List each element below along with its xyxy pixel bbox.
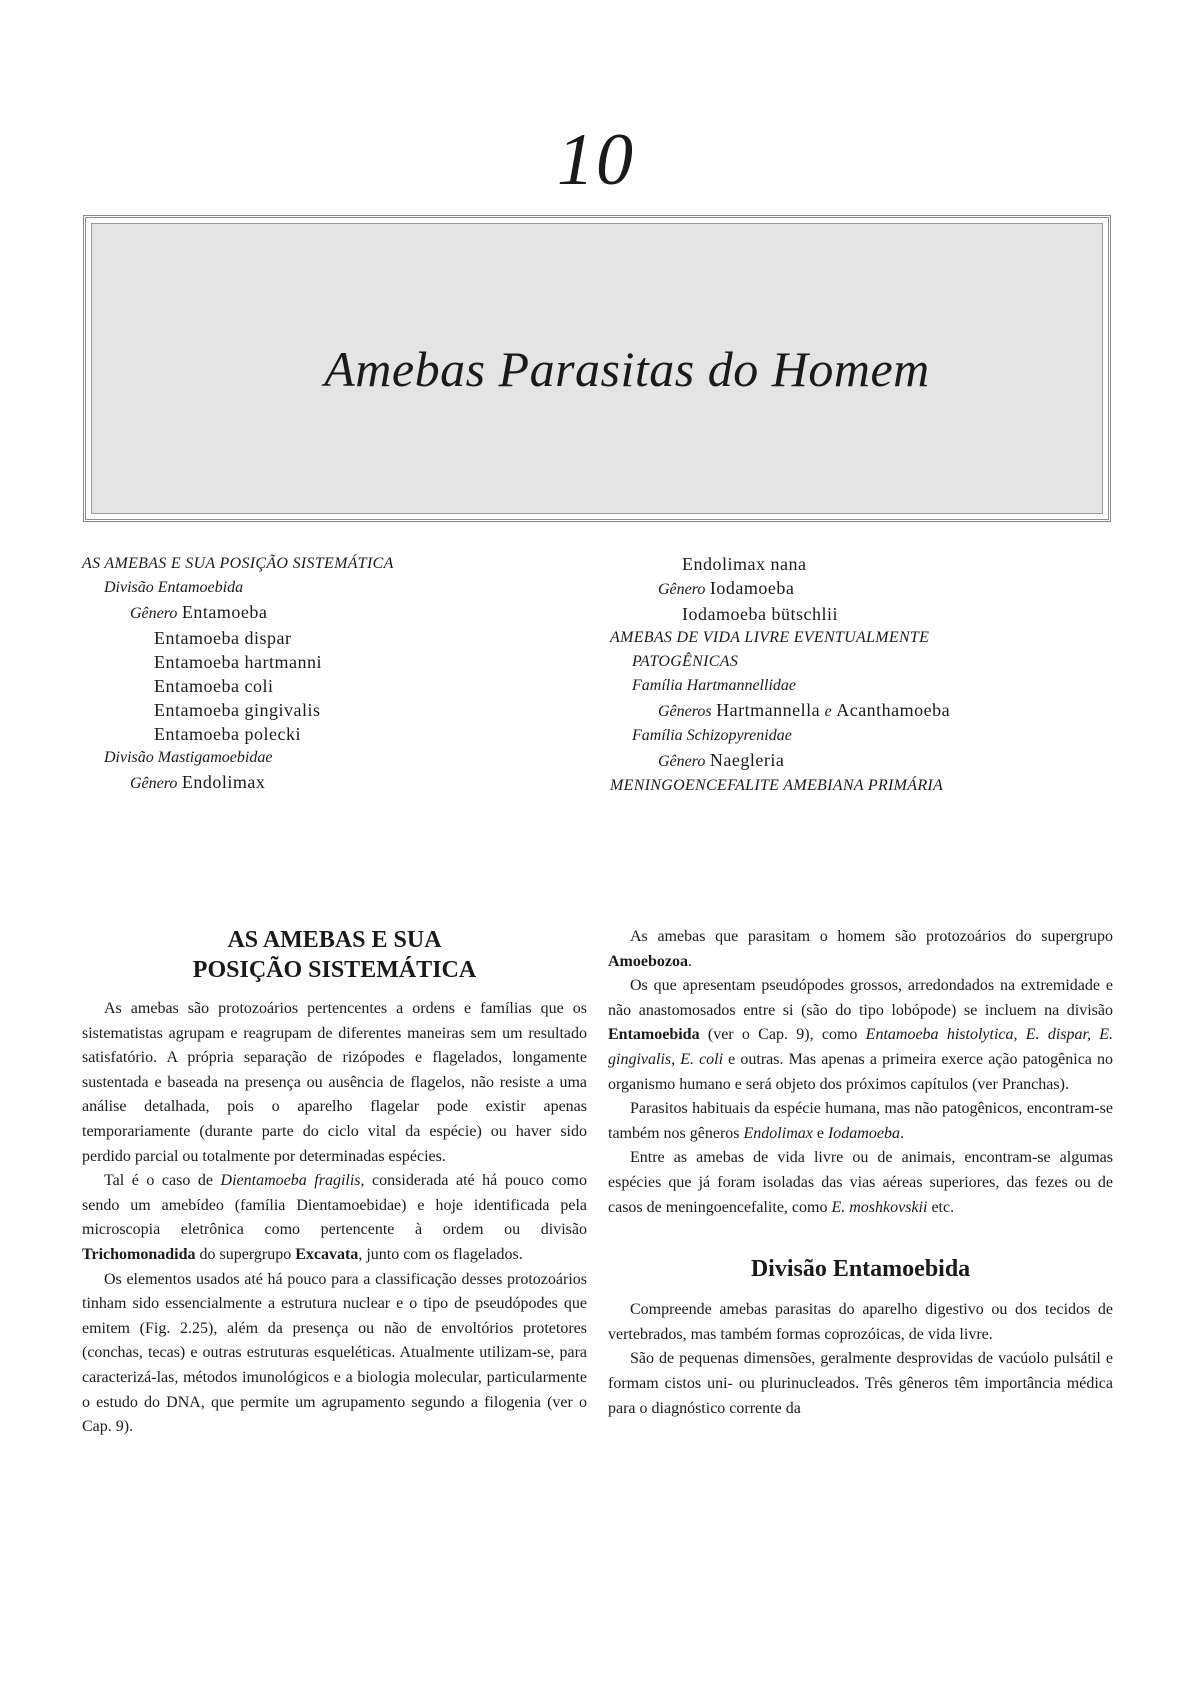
toc-item: Endolimax nana xyxy=(682,554,807,574)
chapter-title-box xyxy=(83,215,1111,522)
paragraph: Parasitos habituais da espécie humana, mas não patogênicos, encontram-se também nos gêneros Endolimax e Iodamoeba. xyxy=(608,1100,1113,1142)
toc-conj: e xyxy=(824,703,832,720)
toc-item: Divisão Mastigamoebidae xyxy=(104,749,273,766)
chapter-number: 10 xyxy=(557,119,635,201)
toc-item: Iodamoeba bütschlii xyxy=(682,604,838,624)
toc-prefix: Gênero xyxy=(130,605,178,622)
chapter-title: Amebas Parasitas do Homem xyxy=(324,340,930,397)
toc-item xyxy=(610,576,1140,602)
toc-item: Entamoeba polecki xyxy=(154,724,301,744)
taxon-name: Trichomonadida xyxy=(82,1245,196,1263)
toc-item: MENINGOENCEFALITE AMEBIANA PRIMÁRIA xyxy=(610,777,944,794)
toc-item: PATOGÊNICAS xyxy=(632,653,739,670)
toc-prefix: Gêneros xyxy=(658,703,712,720)
toc-item: AS AMEBAS E SUA POSIÇÃO SISTEMÁTICA xyxy=(82,555,394,572)
toc-label: Naegleria xyxy=(709,750,785,770)
toc-right-column xyxy=(610,552,1140,798)
toc-item: AMEBAS DE VIDA LIVRE EVENTUALMENTE xyxy=(610,629,930,646)
paragraph: As amebas que parasitam o homem são protozoários do supergrupo Amoebozoa. xyxy=(608,928,1113,970)
body-right-column xyxy=(608,925,1113,1421)
toc-item: Entamoeba gingivalis xyxy=(154,700,321,720)
toc-prefix: Gênero xyxy=(130,775,178,792)
toc-item xyxy=(82,600,552,626)
toc-prefix: Gênero xyxy=(658,581,706,598)
chapter-title-panel xyxy=(91,223,1103,514)
species-name: Endolimax xyxy=(743,1124,813,1142)
paragraph: Os elementos usados até há pouco para a classificação desses protozoários tinham sido essencialmente a estrutura nuclear e o tipo de pseudópodes que emitem (Fig. 2.25), além da presença ou não de envoltórios protetores (conchas, tecas) e outras estruturas esqueléticas. Atualmente utilizam-se, para caracterizá-las, métodos imunológicos e a biologia molecular, particularmente o estudo do DNA, que permite um agrupamento segundo a filogenia (ver o Cap. 9). xyxy=(82,1270,587,1436)
toc-item: Entamoeba coli xyxy=(154,676,274,696)
toc-prefix: Gênero xyxy=(658,753,706,770)
toc-item: Entamoeba dispar xyxy=(154,628,292,648)
toc-label: Entamoeba xyxy=(181,602,268,622)
toc-item: Família Hartmannellidae xyxy=(632,677,796,694)
toc-item: Família Schizopyrenidae xyxy=(632,727,792,744)
species-name: Entamoeba histolytica, E. dispar, E. gingivalis, E. coli xyxy=(608,1026,1113,1068)
taxon-name: Excavata xyxy=(295,1245,359,1263)
paragraph: Tal é o caso de Dientamoeba fragilis, considerada até há pouco como sendo um amebídeo (família Dientamoebidae) e hoje identificada pela microscopia eletrônica como pertencente à ordem ou divisão Trichomonadida do supergrupo Excavata, junto com os flagelados. xyxy=(82,1172,588,1263)
toc-item xyxy=(82,770,552,796)
section-heading-line: AS AMEBAS E SUA xyxy=(227,927,442,953)
section-heading xyxy=(82,925,587,985)
subsection-heading: Divisão Entamoebida xyxy=(750,1256,971,1283)
toc-item: Entamoeba hartmanni xyxy=(154,652,322,672)
body-left-column xyxy=(82,925,587,1440)
taxon-name: Entamoebida xyxy=(608,1026,700,1044)
toc-label: Hartmannella xyxy=(716,700,821,720)
paragraph: São de pequenas dimensões, geralmente desprovidas de vacúolo pulsátil e formam cistos uni- ou plurinucleados. Três gêneros têm importância médica para o diagnóstico corrente da xyxy=(608,1350,1113,1417)
species-name: Dientamoeba fragilis xyxy=(220,1172,361,1190)
toc-label: Endolimax xyxy=(181,772,266,792)
species-name: Iodamoeba xyxy=(827,1124,900,1142)
species-name: E. moshkovskii xyxy=(831,1198,928,1216)
paragraph: Compreende amebas parasitas do aparelho digestivo ou dos tecidos de vertebrados, mas também formas coprozóicas, de vida livre. xyxy=(608,1301,1113,1343)
toc-label: Iodamoeba xyxy=(709,578,795,598)
taxon-name: Amoebozoa xyxy=(608,952,688,970)
toc-item xyxy=(610,748,1140,774)
toc-label: Acanthamoeba xyxy=(836,700,951,720)
toc-item: Divisão Entamoebida xyxy=(104,579,244,596)
toc-item xyxy=(610,698,1140,724)
paragraph: Os que apresentam pseudópodes grossos, arredondados na extremidade e não anastomosados entre si (são do tipo lobópode) se incluem na divisão Entamoebida (ver o Cap. 9), como Entamoeba histolytica, E. dispar, E. gingivalis, E. coli e outras. Mas apenas a primeira exerce ação patogênica no organismo humano e será objeto dos próximos capítulos (ver Pranchas). xyxy=(608,977,1114,1093)
paragraph: As amebas são protozoários pertencentes a ordens e famílias que os sistematistas agrupam e reagrupam de diferentes maneiras sem um resultado satisfatório. A própria separação de rizópodes e flagelados, longamente sustentada e baseada na presença ou ausência de flagelos, não resiste a uma análise detalhada, pois o aparelho flagelar pode existir apenas temporariamente (durante parte do ciclo vital da espécie) ou haver sido perdido parcial ou totalmente por determinadas espécies. xyxy=(82,1000,587,1165)
paragraph: Entre as amebas de vida livre ou de animais, encontram-se algumas espécies que já foram isoladas das vias aéreas superiores, das fezes ou de casos de meningoencefalite, como E. moshkovskii etc. xyxy=(608,1149,1113,1216)
section-heading-line: POSIÇÃO SISTEMÁTICA xyxy=(192,957,477,983)
toc-left-column xyxy=(82,552,552,796)
